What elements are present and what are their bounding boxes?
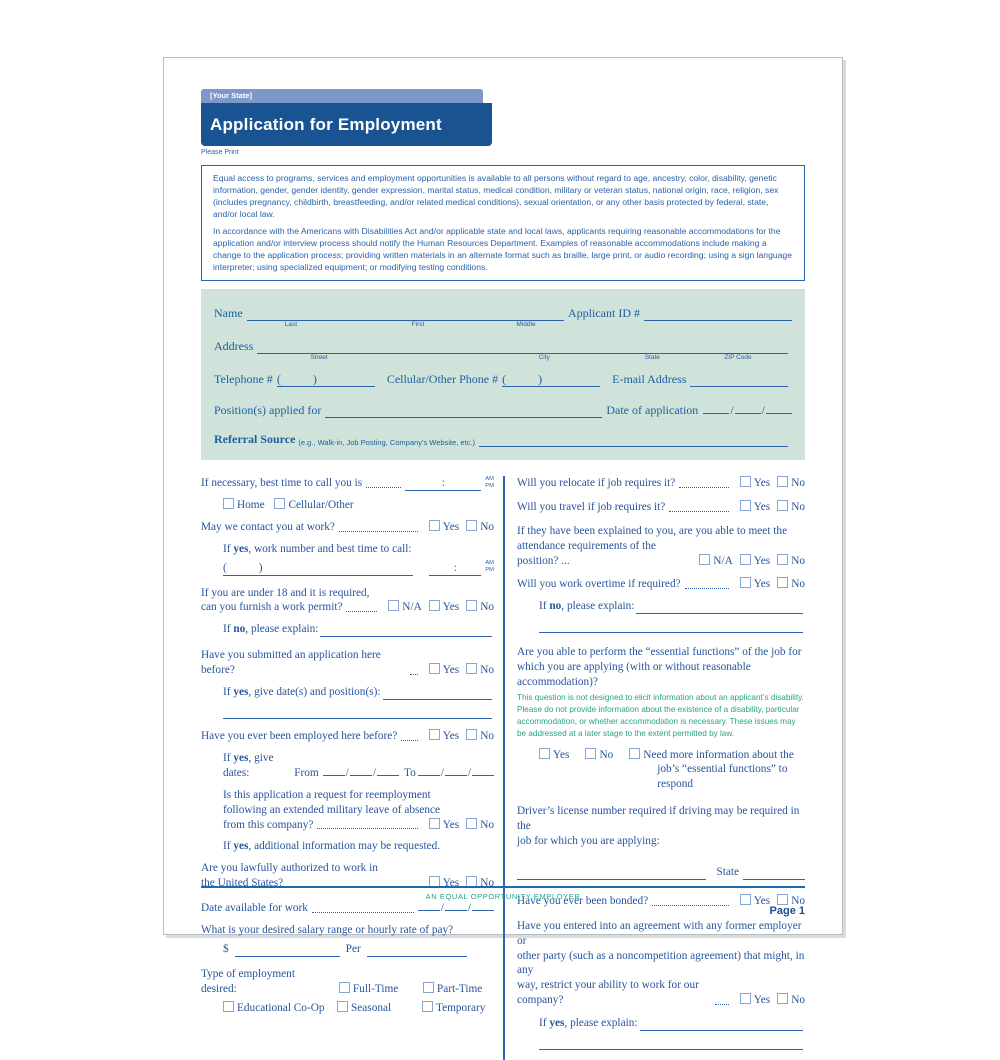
date-segment[interactable] — [323, 763, 345, 776]
checkbox-essential-no[interactable] — [585, 748, 596, 759]
option-home: Home — [223, 499, 265, 511]
option-need-more-info — [629, 748, 643, 763]
title-bar — [201, 103, 492, 146]
overtime-explain-field-line2[interactable] — [539, 617, 803, 633]
sub-label-state: State — [644, 353, 660, 361]
colon: : — [441, 477, 445, 490]
close-paren: ) — [312, 371, 317, 386]
attendance-question-line1: If they have been explained to you, are you able to meet the — [517, 524, 788, 537]
overtime-explain-field[interactable] — [636, 600, 803, 614]
close-paren: ) — [538, 371, 543, 386]
am-pm-label: AM PM — [485, 560, 494, 574]
work-number-field[interactable] — [223, 561, 413, 576]
open-paren: ( — [276, 371, 281, 386]
option-no: No — [777, 554, 805, 569]
option-yes: Yes — [740, 993, 770, 1008]
need-more-info-label: Need more information about the job’s “essential functions” to respond — [643, 748, 794, 791]
sub-label-city: City — [538, 353, 550, 361]
slash: / — [345, 766, 349, 779]
option-na: N/A — [388, 600, 421, 615]
noncompete-question-line1: Have you entered into an agreement with any former employer or — [517, 919, 802, 947]
checkbox-permit-na[interactable] — [388, 600, 399, 611]
open-paren: ( — [502, 371, 507, 386]
option-yes: Yes — [429, 818, 459, 833]
employment-type-row2 — [223, 1001, 494, 1016]
checkbox-essential-yes[interactable] — [539, 748, 550, 759]
option-yes: Yes — [429, 663, 459, 678]
permit-explain-field[interactable] — [320, 623, 492, 637]
page-title: Application for Employment — [210, 114, 442, 134]
checkbox-relocate-no[interactable] — [777, 476, 788, 487]
best-time-label: If necessary, best time to call you is — [201, 477, 363, 490]
employed-before-question: Have you ever been employed here before? Yes No — [201, 729, 494, 742]
checkbox-contact-yes[interactable] — [429, 520, 440, 531]
eeo-notice-box — [201, 165, 805, 281]
checkbox-full-time[interactable] — [339, 982, 350, 993]
noncompete-explain-field[interactable] — [640, 1017, 803, 1031]
overtime-question: Will you work overtime if required? Yes No — [517, 578, 805, 591]
eeo-notice-paragraph-1: Equal access to programs, services and employment opportunities is available to all persons without regard to age, ancestry, color, disability, genetic information, gender, gender identity, gender expression, marital status, medical condition, military or veteran status, national origin, race, religion, sex (includes pregnancy, childbirth, breastfeeding, and/or related medical conditions), sexual orientation, or any other basis protected by federal, state, and/or local law. — [213, 173, 779, 219]
checkbox-travel-no[interactable] — [777, 500, 788, 511]
noncompete-question-line3: way, restrict your ability to work for our company? Yes No — [517, 979, 805, 1007]
positions-field[interactable] — [325, 403, 602, 418]
email-field[interactable] — [690, 372, 788, 387]
option-no: No — [466, 729, 494, 744]
license-state-label: State — [716, 865, 739, 878]
questions-left-column — [201, 476, 503, 1060]
name-row — [214, 305, 792, 328]
option-yes: Yes — [740, 577, 770, 592]
submitted-before-question: Have you submitted an application here before? Yes No — [201, 649, 494, 677]
relocate-question: Will you relocate if job requires it? Yes No — [517, 476, 805, 489]
questions-right-column — [503, 476, 805, 1060]
employment-type-row1 — [201, 967, 494, 997]
option-no: No — [466, 663, 494, 678]
from-label: From — [294, 766, 319, 779]
checkbox-overtime-yes[interactable] — [740, 577, 751, 588]
work-permit-question-line1: If you are under 18 and it is required, — [201, 586, 370, 599]
checkbox-submitted-yes[interactable] — [429, 663, 440, 674]
checkbox-seasonal[interactable] — [337, 1001, 348, 1012]
date-segment[interactable] — [735, 401, 761, 414]
equal-opportunity-text: AN EQUAL OPPORTUNITY EMPLOYER — [425, 892, 581, 901]
checkbox-noncompete-yes[interactable] — [740, 993, 751, 1004]
checkbox-attendance-na[interactable] — [699, 554, 710, 565]
best-time-question — [201, 476, 494, 491]
checkbox-employed-no[interactable] — [466, 729, 477, 740]
option-yes: Yes — [740, 554, 770, 569]
telephone-label: Telephone # — [214, 371, 273, 386]
date-segment[interactable] — [350, 763, 372, 776]
slash: / — [372, 766, 376, 779]
salary-per-field[interactable] — [367, 944, 467, 957]
phone-email-row — [214, 372, 792, 387]
sub-label-zip: ZIP Code — [724, 353, 752, 361]
reemployment-question-line1: Is this application a request for reemployment — [223, 788, 431, 801]
option-no: No — [777, 577, 805, 592]
applicant-id-label: Applicant ID # — [568, 305, 640, 320]
attendance-question-line2: attendance requirements of the position? ... N/A Yes No — [517, 539, 805, 567]
reemployment-question-line2: following an extended military leave of absence — [223, 803, 441, 816]
checkbox-attendance-yes[interactable] — [740, 554, 751, 565]
employed-to-date-field — [418, 763, 494, 781]
colon: : — [453, 561, 457, 574]
option-yes: Yes — [429, 520, 459, 535]
sub-label-first: First — [411, 320, 425, 328]
additional-info-note: If yes, additional information may be requested. — [223, 840, 441, 853]
permit-explain-row: If no, please explain: — [223, 622, 494, 637]
please-print-note: Please Print — [201, 149, 239, 156]
option-no: No — [585, 748, 613, 763]
state-tag-bar — [201, 89, 483, 103]
option-no: No — [466, 818, 494, 833]
sub-label-middle: Middle — [516, 320, 536, 328]
eeo-notice-paragraph-2: In accordance with the Americans with Disabilities Act and/or applicable state and local laws, applicants requiring reasonable accommodations for the application and/or interview process should notify the Human Resources Department. Examples of reasonable accommodations include making a change to the application process; providing written materials in an alternate format such as braille, large print, or audio recording; using a sign language interpreter; using specialized equipment; or modifying testing conditions. — [213, 226, 792, 273]
open-paren: ( — [223, 561, 227, 574]
state-tag-label: [Your State] — [210, 91, 252, 100]
checkbox-permit-yes[interactable] — [429, 600, 440, 611]
name-label: Name — [214, 305, 243, 320]
bonded-question: Have you ever been bonded? Yes No — [517, 894, 805, 907]
option-yes: Yes — [429, 876, 459, 891]
salary-row — [223, 942, 494, 957]
checkbox-attendance-no[interactable] — [777, 554, 788, 565]
address-label: Address — [214, 338, 254, 353]
checkbox-employed-yes[interactable] — [429, 729, 440, 740]
checkbox-relocate-yes[interactable] — [740, 476, 751, 487]
address-row — [214, 338, 792, 361]
option-seasonal: Seasonal — [337, 1001, 415, 1016]
dollar-sign: $ — [223, 942, 229, 955]
overtime-explain-row: If no, please explain: — [539, 599, 805, 614]
reemployment-question-line3: from this company? Yes No — [223, 818, 494, 831]
option-no: No — [466, 600, 494, 615]
noncompete-explain-field-line2[interactable] — [539, 1034, 803, 1050]
checkbox-permit-no[interactable] — [466, 600, 477, 611]
license-number-field[interactable] — [517, 866, 706, 880]
cellular-label: Cellular/Other Phone # — [386, 371, 499, 386]
travel-question: Will you travel if job requires it? Yes No — [517, 500, 805, 513]
referral-source-field[interactable] — [479, 432, 788, 447]
work-best-time-field[interactable] — [429, 561, 481, 576]
option-temporary: Temporary — [422, 1001, 494, 1016]
work-permit-question-line2: can you furnish a work permit? N/A Yes No — [201, 601, 494, 614]
checkbox-cellular-other[interactable] — [274, 498, 285, 509]
am-pm-label: AM PM — [485, 475, 494, 490]
best-time-field[interactable] — [405, 476, 481, 491]
email-label: E-mail Address — [612, 371, 687, 386]
slash: / — [730, 402, 734, 417]
date-segment[interactable] — [703, 401, 729, 414]
checkbox-educational-coop[interactable] — [223, 1001, 234, 1012]
date-segment[interactable] — [472, 763, 494, 776]
slash: / — [440, 766, 444, 779]
referral-row — [214, 432, 792, 447]
if-yes-work-number-label: If yes, work number and best time to call: — [223, 543, 412, 556]
submitted-details-field[interactable] — [383, 686, 492, 700]
option-yes: Yes — [429, 600, 459, 615]
page-footer — [201, 886, 805, 917]
checkbox-contact-no[interactable] — [466, 520, 477, 531]
contact-at-work-label: May we contact you at work? — [201, 521, 335, 534]
essential-functions-options — [539, 748, 805, 793]
salary-amount-field[interactable] — [235, 944, 340, 957]
option-no: No — [466, 876, 494, 891]
footer-rule — [201, 886, 805, 888]
questions-section — [201, 476, 805, 1060]
per-label: Per — [345, 942, 361, 955]
date-segment[interactable] — [445, 763, 467, 776]
option-yes: Yes — [740, 500, 770, 515]
sub-label-street: Street — [310, 353, 328, 361]
telephone-field[interactable] — [277, 372, 375, 387]
date-segment[interactable] — [377, 763, 399, 776]
checkbox-temporary[interactable] — [422, 1001, 433, 1012]
cellular-field[interactable] — [502, 372, 600, 387]
essential-functions-disclaimer: This question is not designed to elicit information about an applicant’s disability. Please do not provide information about the existence of a disability, particular accommodation, or whether accommodation is necessary. These issues may be addressed at a later stage to the extent permitted by law. — [517, 692, 804, 738]
phone-type-options — [223, 498, 494, 513]
close-paren: ) — [258, 561, 263, 574]
option-na: N/A — [699, 554, 732, 569]
option-full-time: Full-Time — [339, 982, 416, 997]
date-segment[interactable] — [766, 401, 792, 414]
slash: / — [761, 402, 765, 417]
checkbox-overtime-no[interactable] — [777, 577, 788, 588]
applicant-id-field[interactable] — [644, 308, 792, 321]
checkbox-part-time[interactable] — [423, 982, 434, 993]
license-number-row — [517, 865, 805, 880]
slash: / — [467, 766, 471, 779]
to-label: To — [403, 766, 416, 779]
date-available-question: Date available for work / / — [201, 898, 494, 916]
name-field[interactable] — [247, 306, 564, 328]
slash: / — [467, 902, 471, 915]
referral-source-hint: (e.g., Walk-in, Job Posting, Company’s Website, etc.) — [298, 437, 476, 447]
checkbox-home[interactable] — [223, 498, 234, 509]
license-question-line1: Driver’s license number required if driving may be required in the — [517, 805, 800, 833]
applicant-identity-panel — [201, 289, 805, 460]
option-yes: Yes — [740, 476, 770, 491]
noncompete-question-line2: other party (such as a noncompetition agreement) that might, in any — [517, 949, 805, 977]
date-segment[interactable] — [418, 763, 440, 776]
employment-dates-row: If yes, give dates: From / / To / / — [223, 751, 494, 781]
option-educational-coop: Educational Co-Op — [223, 1001, 325, 1016]
option-yes: Yes — [429, 729, 459, 744]
salary-question: What is your desired salary range or hourly rate of pay? — [201, 924, 454, 937]
noncompete-explain-row: If yes, please explain: — [539, 1016, 805, 1031]
slash: / — [440, 902, 444, 915]
option-no: No — [777, 894, 805, 909]
address-field[interactable] — [257, 339, 788, 361]
option-part-time: Part-Time — [423, 982, 494, 997]
essential-functions-question: Are you able to perform the “essential functions” of the job for which you are applying (with or without reasonable accommodation)? — [517, 646, 802, 689]
application-form-page — [163, 57, 843, 1030]
checkbox-reemploy-yes[interactable] — [429, 818, 440, 829]
employed-from-date-field — [323, 763, 399, 781]
submitted-details-field-line2[interactable] — [223, 703, 492, 719]
submitted-details-row: If yes, give date(s) and position(s): — [223, 685, 494, 700]
checkbox-noncompete-no[interactable] — [777, 993, 788, 1004]
page-number: Page 1 — [769, 905, 805, 917]
checkbox-reemploy-no[interactable] — [466, 818, 477, 829]
option-no: No — [777, 500, 805, 515]
checkbox-need-more-info[interactable] — [629, 748, 640, 759]
option-yes: Yes — [539, 748, 569, 763]
referral-source-label: Referral Source — [214, 431, 296, 446]
sub-label-last: Last — [284, 320, 298, 328]
date-of-application-field — [703, 401, 792, 418]
option-no: No — [466, 520, 494, 535]
position-date-row — [214, 401, 792, 418]
option-yes: Yes — [740, 894, 770, 909]
work-authorization-line2: the United States? Yes No — [201, 877, 494, 890]
checkbox-travel-yes[interactable] — [740, 500, 751, 511]
checkbox-submitted-no[interactable] — [466, 663, 477, 674]
license-question-line2: job for which you are applying: — [517, 835, 660, 848]
contact-at-work-question — [201, 520, 494, 535]
license-state-field[interactable] — [743, 867, 805, 880]
work-authorization-line1: Are you lawfully authorized to work in — [201, 862, 378, 875]
work-number-row — [223, 560, 494, 575]
date-of-application-label: Date of application — [606, 402, 699, 417]
option-no: No — [777, 993, 805, 1008]
employment-type-label: Type of employment desired: — [201, 967, 295, 995]
positions-label: Position(s) applied for — [214, 402, 322, 417]
option-no: No — [777, 476, 805, 491]
option-cellular-other: Cellular/Other — [274, 499, 353, 511]
